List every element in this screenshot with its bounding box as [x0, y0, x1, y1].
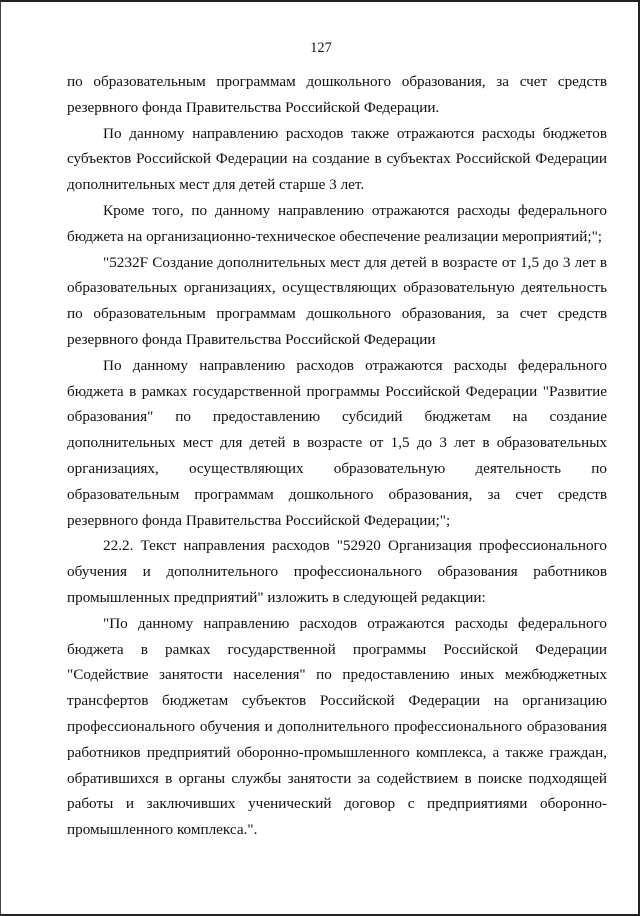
paragraph-5232f-title: "5232F Создание дополнительных мест для детей в возрасте от 1,5 до 3 лет в образовательных организациях, осуществляющих образовательную деятельность по образовательным программам дошкольного образования, за счет средств резервного фонда Правительства Российской Федерации [67, 253, 607, 348]
page-number: 127 [310, 40, 332, 56]
paragraph-22-2-amendment: 22.2. Текст направления расходов "52920 Организация профессионального обучения и дополнительного профессионального образования работников промышленных предприятий" изложить в следующей редакции: [67, 537, 607, 606]
paragraph-federal-budget-support: Кроме того, по данному направлению отражаются расходы федерального бюджета на организационно-техническое обеспечение реализации мероприятий;"; [67, 201, 607, 245]
paragraph-52920-description: "По данному направлению расходов отражаются расходы федерального бюджета в рамках государственной программы Российской Федерации "Содействие занятости населения" по предоставлению иных межбюджетных трансфертов бюджетам субъектов Российской Федерации на организацию профессионального обучения и дополнительного профессионального образования работников предприятий оборонно-промышленного комплекса, а также граждан, обратившихся в органы службы занятости за содействием в поиске подходящей работы и заключивших ученический договор с предприятиями оборонно-промышленного комплекса.". [67, 614, 607, 839]
document-body [67, 69, 607, 843]
paragraph-regional-budgets: По данному направлению расходов также отражаются расходы бюджетов субъектов Российской Федерации на создание в субъектах Российской Федерации дополнительных мест для детей старше 3 лет. [67, 124, 607, 194]
paragraph-5232f-description: По данному направлению расходов отражаются расходы федерального бюджета в рамках государственной программы Российской Федерации "Развитие образования" по предоставлению субсидий бюджетам на создание дополнительных мест для детей в возрасте от 1,5 до 3 лет в образовательных организациях, осуществляющих образовательную деятельность по образовательным программам дошкольного образования, за счет средств резервного фонда Правительства Российской Федерации;"; [67, 356, 607, 529]
paragraph-continuation: по образовательным программам дошкольного образования, за счет средств резервного фонда Правительства Российской Федерации. [67, 73, 607, 116]
